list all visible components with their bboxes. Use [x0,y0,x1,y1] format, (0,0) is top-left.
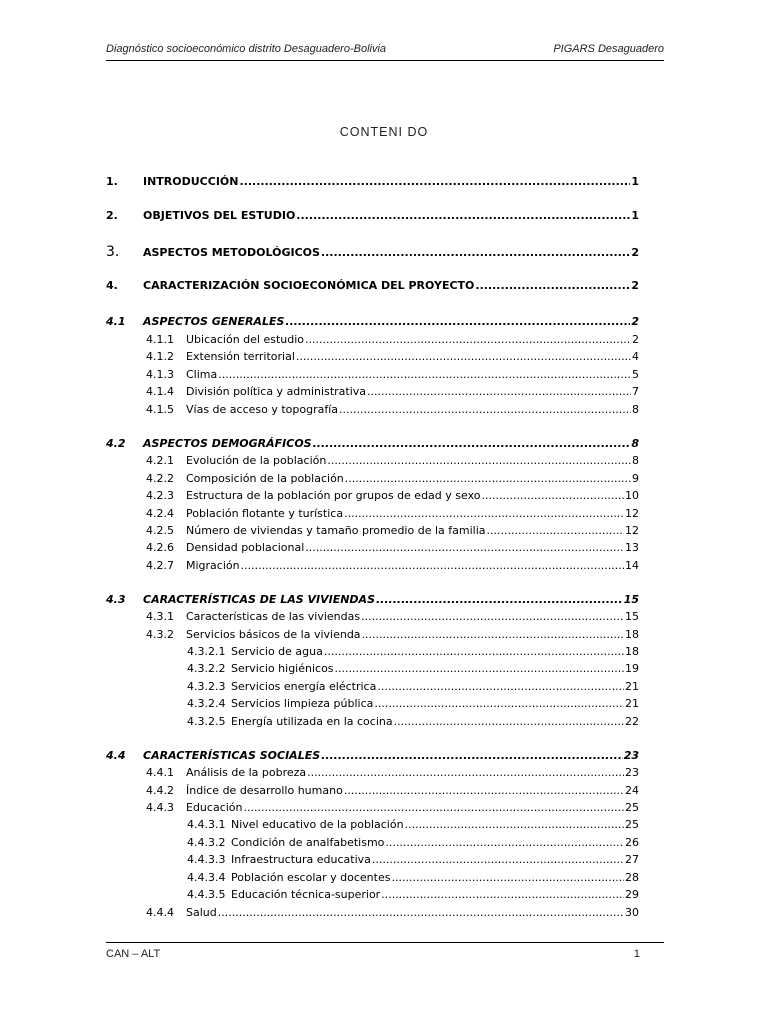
toc-entry-page: 2 [631,246,639,259]
page-footer [106,948,640,960]
toc-dot-leader [344,507,624,520]
header-divider [106,60,664,61]
toc-entry-page: 27 [625,853,639,866]
toc-entry-number: 4.2.7 [146,559,174,572]
toc-entry-number: 4.4 [106,749,126,762]
toc-entry-number: 4.2.2 [146,472,174,485]
toc-entry-number: 4.3.2.4 [187,697,226,710]
toc-entry[interactable] [106,175,639,188]
toc-entry[interactable] [187,818,639,831]
toc-entry-number: 4.1.1 [146,333,174,346]
toc-entry-label: Servicio de agua [231,645,323,658]
toc-entry[interactable] [187,662,639,675]
toc-entry-number: 2. [106,209,118,222]
toc-entry-label: Población flotante y turística [186,507,344,520]
toc-dot-leader [244,801,625,814]
toc-dot-leader [324,645,624,658]
toc-entry[interactable] [146,628,639,641]
toc-entry-label: Ubicación del estudio [186,333,305,346]
toc-entry-label: OBJETIVOS DEL ESTUDIO [143,209,296,222]
toc-dot-leader [381,888,624,901]
toc-entry[interactable] [146,507,639,520]
toc-dot-leader [305,541,624,554]
toc-entry-number: 4.3.1 [146,610,174,623]
toc-entry-label: División política y administrativa [186,385,367,398]
toc-entry-page: 23 [623,749,639,762]
toc-entry-page: 8 [632,403,639,416]
toc-entry-label: Educación técnica-superior [231,888,381,901]
toc-entry[interactable] [106,437,639,450]
toc-dot-leader [376,593,623,606]
toc-entry[interactable] [146,801,639,814]
toc-entry-number: 4.4.3.4 [187,871,226,884]
toc-entry-number: 4.3.2 [146,628,174,641]
toc-entry-page: 13 [625,541,639,554]
toc-entry[interactable] [106,315,639,328]
toc-entry[interactable] [146,385,639,398]
footer-divider [106,942,664,943]
toc-entry[interactable] [146,559,639,572]
toc-dot-leader [307,766,624,779]
toc-entry[interactable] [187,888,639,901]
toc-entry-page: 9 [632,472,639,485]
toc-dot-leader [218,368,631,381]
toc-entry-number: 4.2.4 [146,507,174,520]
toc-entry[interactable] [146,524,639,537]
toc-entry[interactable] [146,350,639,363]
toc-entry-label: ASPECTOS GENERALES [143,315,285,328]
toc-entry-number: 3. [106,244,120,260]
toc-entry-page: 7 [632,385,639,398]
toc-entry-number: 4.2.6 [146,541,174,554]
toc-entry[interactable] [146,489,639,502]
toc-dot-leader [327,454,631,467]
toc-entry[interactable] [146,454,639,467]
toc-entry-label: INTRODUCCIÓN [143,175,239,188]
toc-entry-page: 25 [625,801,639,814]
toc-entry-label: Nivel educativo de la población [231,818,404,831]
toc-dot-leader [305,333,631,346]
toc-entry-number: 4.4.3.2 [187,836,226,849]
toc-entry-page: 8 [632,454,639,467]
toc-dot-leader [391,871,624,884]
toc-dot-leader [374,697,624,710]
toc-entry[interactable] [146,906,639,919]
toc-entry-number: 4.1.2 [146,350,174,363]
toc-entry-page: 21 [625,697,639,710]
toc-entry-label: Servicios limpieza pública [231,697,374,710]
toc-entry-label: Vías de acceso y topografía [186,403,339,416]
toc-entry[interactable] [146,403,639,416]
toc-dot-leader [218,906,624,919]
toc-entry-label: Salud [186,906,217,919]
toc-entry-page: 12 [625,524,639,537]
toc-entry-number: 4.1.5 [146,403,174,416]
toc-entry-label: CARACTERÍSTICAS DE LAS VIVIENDAS [143,593,375,606]
toc-entry[interactable] [146,472,639,485]
toc-entry-page: 15 [625,610,639,623]
toc-entry-number: 4.4.3.3 [187,853,226,866]
toc-entry-page: 2 [631,279,639,292]
toc-entry-page: 2 [632,333,639,346]
toc-entry-page: 14 [625,559,639,572]
toc-entry-label: Composición de la población [186,472,344,485]
toc-entry[interactable] [146,766,639,779]
toc-entry[interactable] [187,697,639,710]
toc-entry-label: Número de viviendas y tamaño promedio de la familia [186,524,486,537]
toc-entry-label: Características de las viviendas [186,610,361,623]
toc-dot-leader [241,559,624,572]
toc-dot-leader [285,315,630,328]
toc-entry[interactable] [187,836,639,849]
toc-entry[interactable] [106,244,639,260]
toc-entry-number: 4.2.1 [146,454,174,467]
toc-entry-page: 10 [625,489,639,502]
toc-entry[interactable] [187,715,639,728]
page-header [106,43,664,55]
toc-entry-page: 22 [625,715,639,728]
toc-dot-leader [321,246,630,259]
toc-entry-page: 29 [625,888,639,901]
toc-dot-leader [335,662,624,675]
toc-entry-number: 4.4.3.1 [187,818,226,831]
toc-dot-leader [487,524,625,537]
toc-entry-number: 4.3.2.1 [187,645,226,658]
toc-dot-leader [339,403,631,416]
toc-entry-page: 26 [625,836,639,849]
toc-entry[interactable] [106,749,639,762]
toc-entry-page: 25 [625,818,639,831]
toc-entry-label: CARACTERÍSTICAS SOCIALES [143,749,321,762]
toc-entry-label: Migración [186,559,240,572]
toc-dot-leader [385,836,624,849]
toc-dot-leader [313,437,631,450]
toc-entry-number: 1. [106,175,118,188]
toc-entry-page: 5 [632,368,639,381]
toc-entry-page: 19 [625,662,639,675]
toc-entry-label: Estructura de la población por grupos de edad y sexo [186,489,481,502]
toc-dot-leader [296,209,630,222]
toc-entry-number: 4.3.2.2 [187,662,226,675]
toc-entry-page: 21 [625,680,639,693]
toc-entry-number: 4.3 [106,593,126,606]
toc-entry-number: 4.1 [106,315,126,328]
toc-entry-number: 4.2 [106,437,126,450]
toc-dot-leader [239,175,630,188]
toc-entry-number: 4.4.3 [146,801,174,814]
header-right-text: PIGARS Desaguadero [553,43,664,55]
toc-dot-leader [361,610,624,623]
toc-entry-page: 30 [625,906,639,919]
toc-entry-label: Clima [186,368,218,381]
toc-entry-page: 18 [625,628,639,641]
toc-entry-label: Condición de analfabetismo [231,836,385,849]
toc-entry-page: 1 [631,175,639,188]
toc-entry-number: 4.3.2.5 [187,715,226,728]
toc-entry-label: Servicios energía eléctrica [231,680,377,693]
toc-entry-label: Población escolar y docentes [231,871,391,884]
toc-entry-page: 2 [631,315,639,328]
toc-entry-label: Densidad poblacional [186,541,305,554]
toc-entry-page: 8 [631,437,639,450]
toc-entry-number: 4.3.2.3 [187,680,226,693]
toc-entry-label: Evolución de la población [186,454,327,467]
toc-entry-number: 4.4.1 [146,766,174,779]
toc-entry[interactable] [187,853,639,866]
toc-entry-page: 24 [625,784,639,797]
toc-entry-label: Servicio higiénicos [231,662,334,675]
toc-entry[interactable] [187,645,639,658]
footer-left-text: CAN – ALT [106,948,161,960]
toc-entry[interactable] [187,871,639,884]
toc-entry-page: 15 [623,593,639,606]
toc-entry-page: 28 [625,871,639,884]
toc-entry-page: 23 [625,766,639,779]
toc-entry-label: Extensión territorial [186,350,295,363]
toc-dot-leader [296,350,631,363]
toc-entry[interactable] [106,209,639,222]
toc-entry[interactable] [146,541,639,554]
toc-entry-label: Energía utilizada en la cocina [231,715,393,728]
toc-entry-page: 4 [632,350,639,363]
toc-entry-number: 4.1.4 [146,385,174,398]
toc-entry-label: Servicios básicos de la vivienda [186,628,361,641]
toc-entry-page: 18 [625,645,639,658]
toc-dot-leader [394,715,624,728]
toc-entry[interactable] [146,610,639,623]
toc-entry-number: 4.4.3.5 [187,888,226,901]
toc-entry-label: Análisis de la pobreza [186,766,307,779]
header-left-text: Diagnóstico socioeconómico distrito Desaguadero-Bolivia [106,43,387,55]
toc-entry-page: 1 [631,209,639,222]
toc-dot-leader [321,749,623,762]
toc-dot-leader [367,385,631,398]
toc-entry[interactable] [146,784,639,797]
toc-entry-number: 4. [106,279,118,292]
toc-entry-number: 4.2.5 [146,524,174,537]
toc-entry-label: ASPECTOS DEMOGRÁFICOS [143,437,312,450]
toc-entry-number: 4.4.2 [146,784,174,797]
toc-entry-label: Índice de desarrollo humano [186,784,343,797]
toc-entry-label: Infraestructura educativa [231,853,371,866]
toc-entry[interactable] [106,593,639,606]
toc-dot-leader [377,680,624,693]
toc-dot-leader [482,489,625,502]
toc-entry-number: 4.1.3 [146,368,174,381]
toc-dot-leader [344,784,624,797]
toc-dot-leader [345,472,631,485]
toc-dot-leader [372,853,624,866]
page-title: CONTENI DO [339,125,429,139]
toc-entry-number: 4.4.4 [146,906,174,919]
toc-entry-label: CARACTERIZACIÓN SOCIOECONÓMICA DEL PROYECTO [143,279,475,292]
toc-entry[interactable] [146,368,639,381]
toc-dot-leader [475,279,630,292]
toc-entry-page: 12 [625,507,639,520]
toc-dot-leader [405,818,624,831]
toc-entry-label: ASPECTOS METODOLÓGICOS [143,246,320,259]
toc-dot-leader [362,628,624,641]
footer-page-number: 1 [633,948,640,960]
toc-entry-number: 4.2.3 [146,489,174,502]
toc-entry[interactable] [106,279,639,292]
toc-entry-label: Educación [186,801,243,814]
toc-entry[interactable] [146,333,639,346]
toc-entry[interactable] [187,680,639,693]
